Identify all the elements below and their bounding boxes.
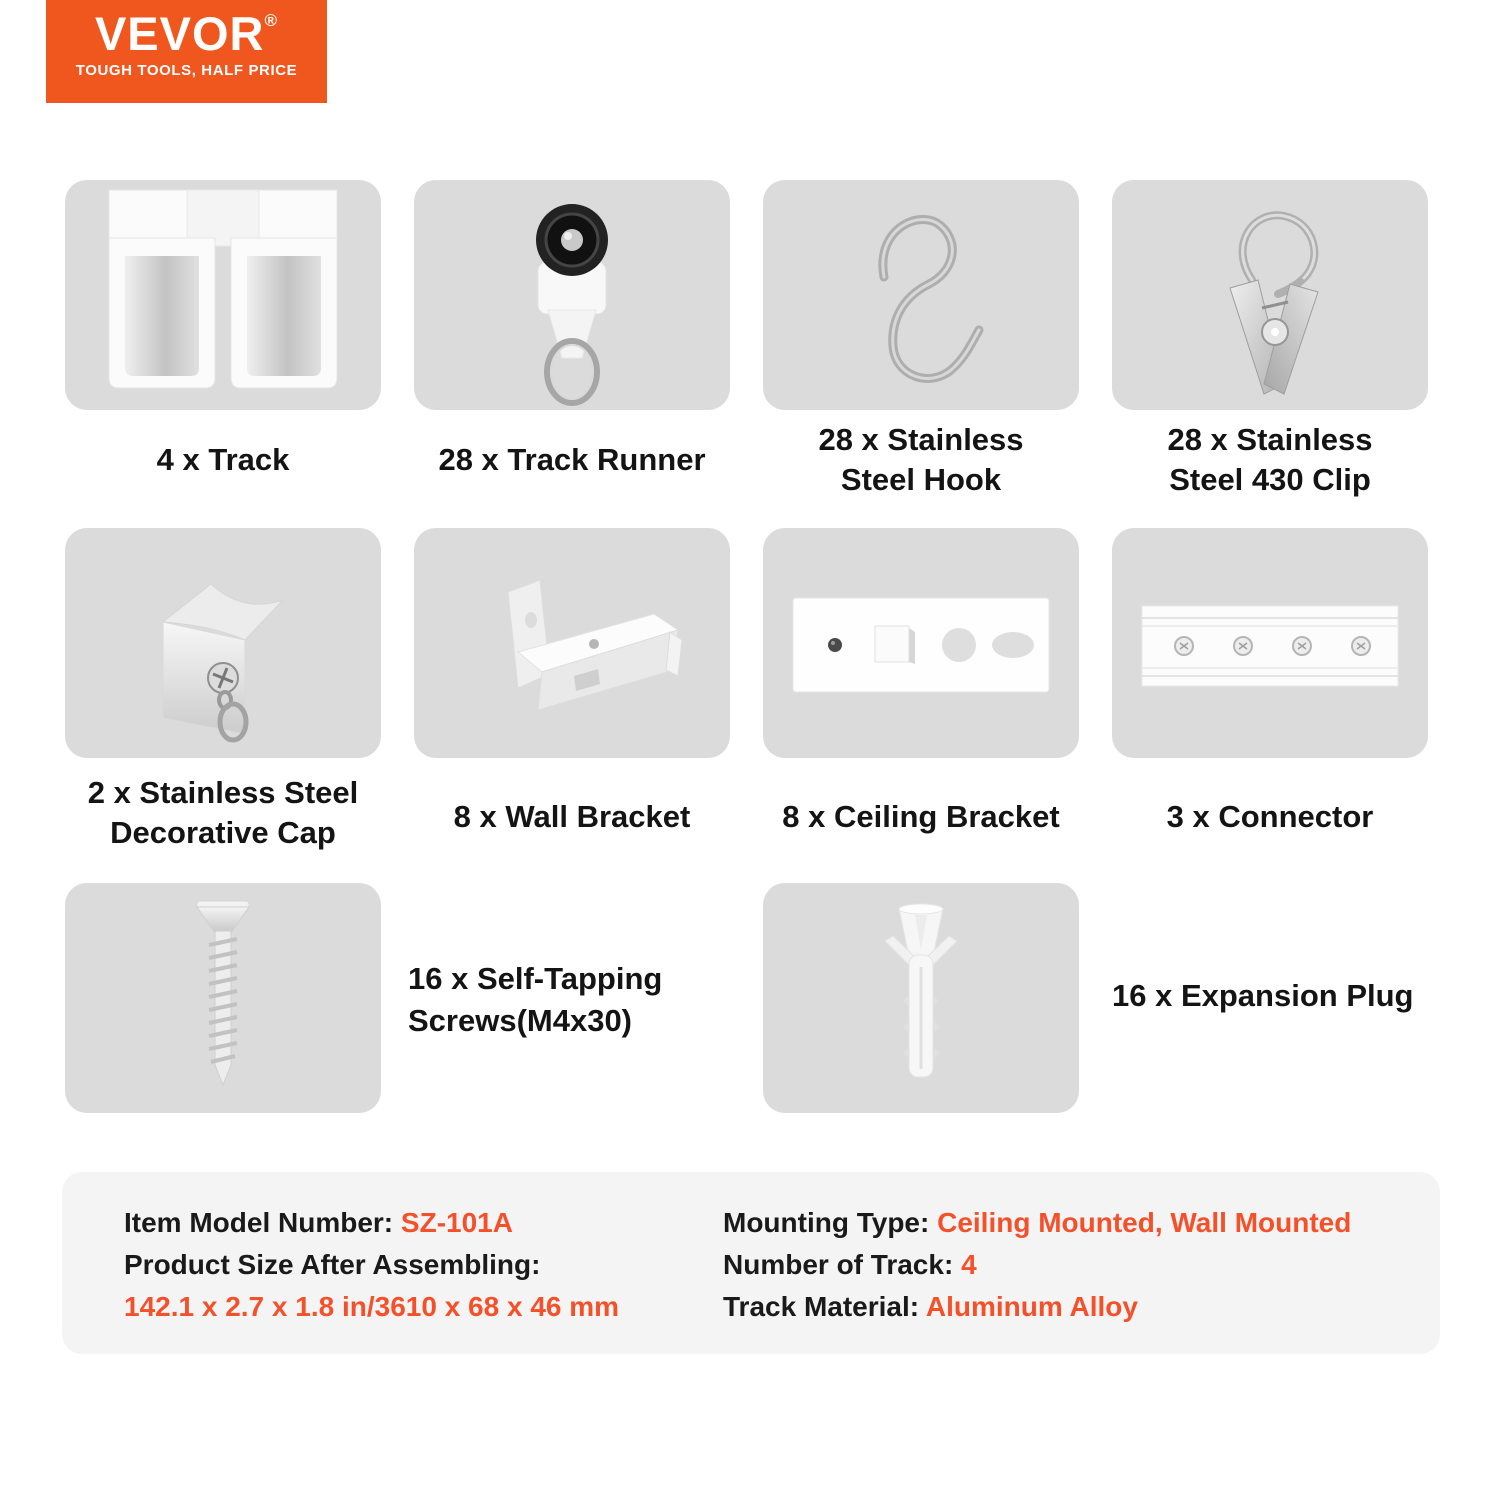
spec-column-left: [124, 1208, 619, 1334]
spec-number-of-track: [723, 1250, 1351, 1292]
part-label-expansion-plug: [1112, 975, 1500, 1017]
ceiling-bracket-image: [763, 528, 1079, 758]
spec-value: Aluminum Alloy: [925, 1291, 1138, 1322]
part-label-wall-bracket: [394, 797, 750, 837]
part-tile-track-runner: [414, 180, 730, 410]
part-label-connector: [1092, 797, 1448, 837]
spec-value: 4: [961, 1249, 977, 1280]
part-label-line: 16 x Expansion Plug: [1112, 978, 1414, 1013]
part-label-line: 8 x Wall Bracket: [453, 799, 691, 834]
part-tile-wall-bracket: [414, 528, 730, 758]
spec-mounting-type: [723, 1208, 1351, 1250]
part-label-line: Steel Hook: [840, 462, 1002, 497]
part-label-ceiling-bracket: [743, 797, 1099, 837]
spec-item-model-number: [124, 1208, 619, 1250]
part-label-self-tapping-screws: [408, 958, 828, 1042]
part-label-track-runner: [394, 440, 750, 480]
part-tile-stainless-hook: [763, 180, 1079, 410]
registered-mark: ®: [264, 11, 279, 30]
brand-name: [46, 7, 327, 60]
spec-label: Product Size After Assembling:: [124, 1249, 541, 1280]
part-label-line: 2 x Stainless Steel: [87, 775, 359, 810]
part-label-line: 16 x Self-Tapping: [408, 961, 663, 996]
part-label-line: 4 x Track: [156, 442, 290, 477]
spec-product-size-value: [124, 1292, 619, 1334]
track-runner-image: [414, 180, 730, 410]
stainless-clip-image: [1112, 180, 1428, 410]
spec-value: Ceiling Mounted, Wall Mounted: [937, 1207, 1352, 1238]
part-label-stainless-clip: [1092, 420, 1448, 500]
part-tile-decorative-cap: [65, 528, 381, 758]
spec-value: SZ-101A: [400, 1207, 513, 1238]
spec-label: Track Material:: [723, 1291, 926, 1322]
part-label-line: 8 x Ceiling Bracket: [782, 799, 1060, 834]
part-label-line: 3 x Connector: [1166, 799, 1374, 834]
part-label-line: Decorative Cap: [110, 815, 336, 850]
part-label-line: 28 x Stainless: [818, 422, 1024, 457]
spec-label: Mounting Type:: [723, 1207, 938, 1238]
part-tile-stainless-clip: [1112, 180, 1428, 410]
wall-bracket-image: [414, 528, 730, 758]
decorative-cap-image: [65, 528, 381, 758]
spec-column-right: [723, 1208, 1351, 1334]
part-label-line: 28 x Stainless: [1167, 422, 1373, 457]
part-label-line: 28 x Track Runner: [438, 442, 706, 477]
part-tile-track: [65, 180, 381, 410]
connector-image: [1112, 528, 1428, 758]
vevor-logo: [46, 0, 327, 103]
part-label-line: Steel 430 Clip: [1169, 462, 1371, 497]
spec-product-size-label: [124, 1250, 619, 1292]
spec-panel: [62, 1172, 1440, 1354]
spec-track-material: [723, 1292, 1351, 1334]
spec-label: Item Model Number:: [124, 1207, 401, 1238]
track-image: [65, 180, 381, 410]
part-label-decorative-cap: [45, 773, 401, 853]
part-label-line: Screws(M4x30): [408, 1003, 633, 1038]
spec-value: 142.1 x 2.7 x 1.8 in/3610 x 68 x 46 mm: [124, 1291, 620, 1322]
part-label-track: [45, 440, 401, 480]
part-tile-ceiling-bracket: [763, 528, 1079, 758]
self-tapping-screw-image: [65, 883, 381, 1113]
brand-name-text: VEVOR: [94, 7, 265, 60]
part-tile-self-tapping-screws: [65, 883, 381, 1113]
brand-tagline: TOUGH TOOLS, HALF PRICE: [75, 62, 298, 79]
spec-label: Number of Track:: [723, 1249, 962, 1280]
stainless-hook-image: [763, 180, 1079, 410]
part-label-stainless-hook: [743, 420, 1099, 500]
part-tile-connector: [1112, 528, 1428, 758]
